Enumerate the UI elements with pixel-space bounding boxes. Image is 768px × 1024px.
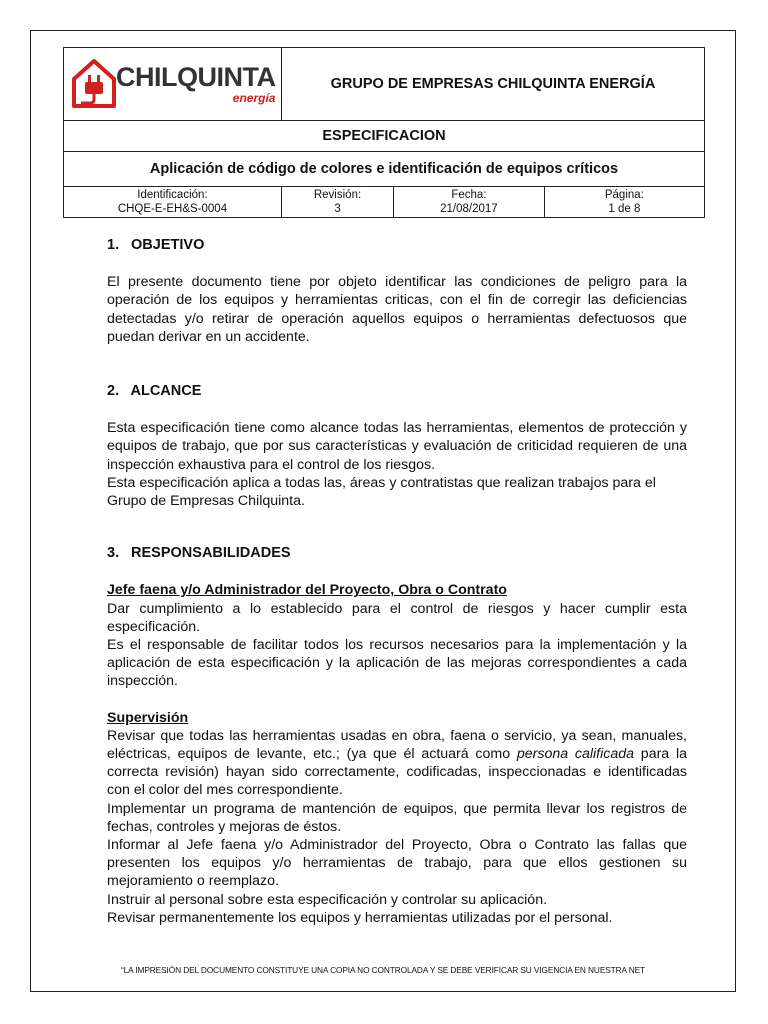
section-number: 3. [107,545,120,562]
alcance-paragraph-2: Esta especificación aplica a todas las, áreas y contratistas que realizan trabajos para el Grupo de Empresas Chilquinta. [107,474,656,510]
meta-label: Página: [604,189,644,201]
supervision-emphasis: persona calificada [516,746,635,763]
meta-revision [281,187,393,218]
section-heading-responsabilidades [107,544,687,562]
footer-disclaimer: “LA IMPRESIÓN DEL DOCUMENTO CONSTITUYE UNA COPIA NO CONTROLADA Y SE DEBE VERIFICAR SU VIGENCIA EN NUESTRA NET [120,965,646,975]
supervision-paragraph-2: Implementar un programa de mantención de equipos, que permita llevar los registros de fechas, controles y mejoras de éstos. [107,800,687,835]
jefe-faena-heading: Jefe faena y/o Administrador del Proyecto, Obra o Contrato [107,582,507,599]
section-number: 1. [107,237,120,253]
meta-label: Identificación: [137,189,208,201]
supervision-text: Revisar que todas las herramientas usadas en obra, faena o servicio, ya sean, manuales, eléctricas, equipos de levante, etc.; (ya que él actuará como [107,727,687,763]
document-subject: Aplicación de código de colores e identificación de equipos críticos [64,152,705,187]
meta-value: 1 de 8 [608,203,641,215]
supervision-text: para la correcta revisión) hayan sido correctamente, codificadas, inspeccionadas e identificadas con el color del mes correspondiente. [107,746,688,799]
document-type: ESPECIFICACION [64,121,705,152]
company-name: GRUPO DE EMPRESAS CHILQUINTA ENERGÍA [281,48,704,121]
meta-label: Revisión: [313,189,362,201]
section-title: RESPONSABILIDADES [131,545,291,562]
section-heading-objetivo [107,236,687,254]
chilquinta-logo [64,59,281,109]
jefe-faena-paragraph-2: Es el responsable de facilitar todos los recursos necesarios para la implementación y la aplicación de esta especificación y la aplicación de las mejoras correspondientes a cada inspección. [107,637,687,690]
jefe-faena-paragraph-1: Dar cumplimiento a lo establecido para el control de riesgos y hacer cumplir esta especificación. [107,600,687,635]
section-title: ALCANCE [130,383,202,400]
logo-name: CHILQUINTA [116,62,276,92]
meta-label: Fecha: [451,189,487,201]
section-number: 2. [107,383,120,400]
supervision-paragraph-3: Informar al Jefe faena y/o Administrador del Proyecto, Obra o Contrato las fallas que presenten los equipos y/o herramientas de trabajo, para que ellos gestionen su mejoramiento o reemplazo. [107,837,687,890]
document-body [107,236,687,927]
meta-fecha [394,187,545,218]
supervision-heading: Supervisión [107,709,189,726]
meta-value: 3 [334,203,341,215]
section-heading-alcance [107,382,687,400]
logo-cell [64,48,282,121]
supervision-paragraph-5: Revisar permanentemente los equipos y herramientas utilizadas por el personal. [107,909,613,926]
supervision-paragraph-4: Instruir al personal sobre esta especificación y controlar su aplicación. [107,891,548,908]
meta-pagina [544,187,704,218]
section-title: OBJETIVO [131,237,205,253]
house-plug-icon [72,59,116,109]
document-header-table [63,47,705,218]
logo-subtitle: energía [232,91,276,105]
document-page [30,30,736,992]
alcance-paragraph-1: Esta especificación tiene como alcance todas las herramientas, elementos de protección y equipos de trabajo, que por sus características y evaluación de criticidad requieren de una inspección exhaustiva para el control de los riesgos. [107,420,687,473]
meta-value: 21/08/2017 [440,203,498,215]
meta-identificacion [64,187,282,218]
objetivo-paragraph: El presente documento tiene por objeto identificar las condiciones de peligro para la operación de los equipos y herramientas criticas, con el fin de corregir las deficiencias detectadas y/o retirar de operación aquellos equipos o herramientas defectuosos que puedan derivar en un accidente. [107,274,687,345]
meta-value: CHQE-E-EH&S-0004 [117,203,228,215]
supervision-paragraph-1 [107,727,687,800]
